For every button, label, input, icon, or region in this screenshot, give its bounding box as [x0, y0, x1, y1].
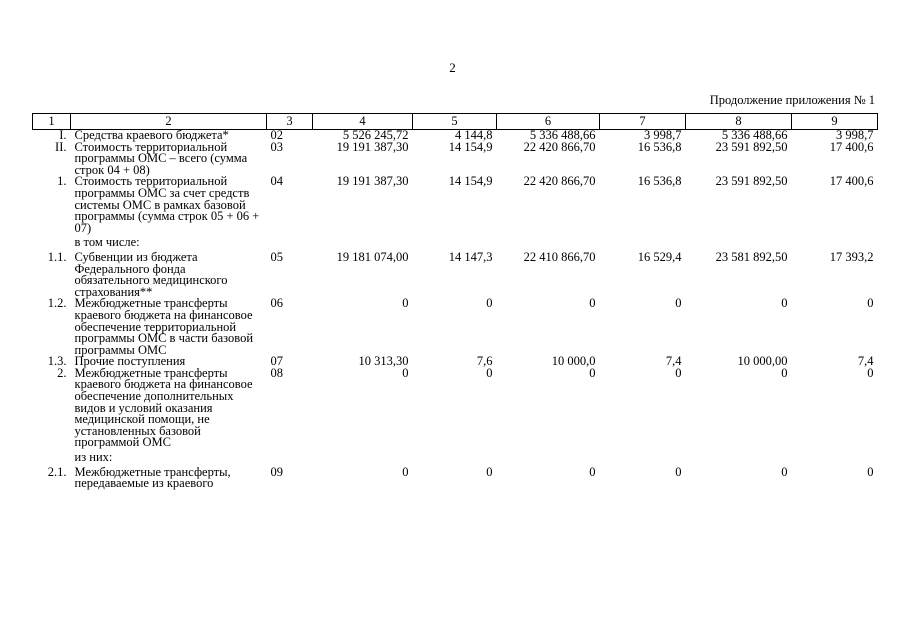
value-col-6: 22 420 866,70	[523, 139, 596, 154]
row-code: 07	[270, 354, 283, 369]
row-code: 05	[270, 249, 283, 264]
row-number	[33, 449, 71, 467]
continuation-caption: Продолжение приложения № 1	[709, 93, 875, 107]
value-col-9: 0	[867, 296, 874, 311]
row-code: 08	[270, 365, 283, 380]
value-col-8: 10 000,00	[737, 354, 788, 369]
value-col-6: 22 420 866,70	[523, 174, 596, 189]
row-number: 1.	[57, 174, 67, 189]
header-col-3: 3	[267, 114, 313, 130]
row-code: 06	[270, 296, 283, 311]
subheading-row	[33, 449, 878, 467]
value-col-4: 0	[402, 464, 409, 479]
row-number: I.	[59, 128, 67, 142]
value-col-4: 19 191 387,30	[336, 174, 409, 189]
value-col-8: 0	[781, 296, 788, 311]
value-col-7: 0	[675, 296, 682, 311]
header-col-4: 4	[313, 114, 413, 130]
value-col-4: 19 191 387,30	[336, 139, 409, 154]
value-col-9: 7,4	[857, 354, 874, 369]
value-col-9: 0	[867, 464, 874, 479]
value-col-6: 5 336 488,66	[529, 128, 596, 142]
row-label: Стоимость территориальной программы ОМС за счет средств системы ОМС в рамках базовой программы (сумма строк 05 + 06 + 07)	[74, 174, 260, 235]
value-col-5: 0	[486, 296, 493, 311]
value-col-6: 0	[589, 365, 596, 380]
value-col-4: 0	[402, 365, 409, 380]
page-number: 2	[449, 60, 456, 75]
table-row	[33, 298, 878, 356]
value-col-4: 19 181 074,00	[336, 249, 409, 264]
value-col-7: 0	[675, 365, 682, 380]
value-col-9: 3 998,7	[836, 128, 874, 142]
value-col-7: 16 536,8	[637, 139, 682, 154]
row-label: Межбюджетные трансферты краевого бюджета на финансовое обеспечение территориальной программы ОМС в части базовой программы ОМС	[74, 296, 254, 357]
value-col-6: 22 410 866,70	[523, 249, 596, 264]
table-row	[33, 368, 878, 449]
value-col-8: 23 591 892,50	[715, 139, 788, 154]
row-label: Межбюджетные трансферты краевого бюджета на финансовое обеспечение дополнительных видов и условий оказания медицинской помощи, не установленных базовой программой ОМС	[74, 365, 253, 450]
row-label: Межбюджетные трансферты, передаваемые из краевого	[74, 464, 231, 491]
table-row	[33, 252, 878, 298]
header-col-9: 9	[792, 114, 878, 130]
header-col-8: 8	[686, 114, 792, 130]
header-col-1: 1	[33, 114, 71, 130]
budget-table	[32, 113, 878, 490]
value-col-4: 0	[402, 296, 409, 311]
subheading-label: в том числе:	[74, 235, 140, 250]
header-col-7: 7	[600, 114, 686, 130]
value-col-5: 14 154,9	[448, 139, 493, 154]
table-body	[33, 130, 878, 490]
subheading-label: из них:	[74, 450, 113, 465]
value-col-4: 5 526 245,72	[342, 128, 409, 142]
value-col-7: 16 536,8	[637, 174, 682, 189]
row-label: Средства краевого бюджета*	[74, 128, 229, 142]
header-col-2: 2	[71, 114, 267, 130]
table-row	[33, 176, 878, 234]
row-label: Прочие поступления	[74, 354, 186, 369]
row-number: II.	[55, 139, 67, 154]
value-col-5: 7,6	[476, 354, 493, 369]
value-col-6: 10 000,0	[551, 354, 596, 369]
value-col-7: 3 998,7	[644, 128, 682, 142]
value-col-8: 0	[781, 464, 788, 479]
row-code: 09	[270, 464, 283, 479]
header-col-6: 6	[497, 114, 600, 130]
row-code: 03	[270, 139, 283, 154]
value-col-7: 0	[675, 464, 682, 479]
row-label: Субвенции из бюджета Федерального фонда обязательного медицинского страхования**	[74, 249, 228, 299]
header-col-5: 5	[413, 114, 497, 130]
row-number: 2.	[57, 365, 67, 380]
value-col-5: 14 147,3	[448, 249, 493, 264]
value-col-5: 4 144,8	[455, 128, 493, 142]
row-code: 04	[270, 174, 283, 189]
value-col-6: 0	[589, 464, 596, 479]
value-col-5: 14 154,9	[448, 174, 493, 189]
value-col-9: 17 400,6	[829, 139, 874, 154]
row-label: Стоимость территориальной программы ОМС – всего (сумма строк 04 + 08)	[74, 139, 248, 177]
value-col-9: 17 393,2	[829, 249, 874, 264]
row-number: 1.2.	[47, 296, 67, 311]
value-col-8: 5 336 488,66	[721, 128, 788, 142]
row-code: 02	[270, 128, 283, 142]
table-row	[33, 467, 878, 490]
row-number: 2.1.	[47, 464, 67, 479]
value-col-5: 0	[486, 365, 493, 380]
value-col-8: 23 581 892,50	[715, 249, 788, 264]
value-col-4: 10 313,30	[358, 354, 409, 369]
value-col-6: 0	[589, 296, 596, 311]
value-col-9: 17 400,6	[829, 174, 874, 189]
value-col-8: 23 591 892,50	[715, 174, 788, 189]
table-row	[33, 142, 878, 177]
row-number: 1.3.	[47, 354, 67, 369]
row-number: 1.1.	[47, 249, 67, 264]
value-col-7: 16 529,4	[637, 249, 682, 264]
value-col-7: 7,4	[665, 354, 682, 369]
value-col-8: 0	[781, 365, 788, 380]
value-col-9: 0	[867, 365, 874, 380]
value-col-5: 0	[486, 464, 493, 479]
